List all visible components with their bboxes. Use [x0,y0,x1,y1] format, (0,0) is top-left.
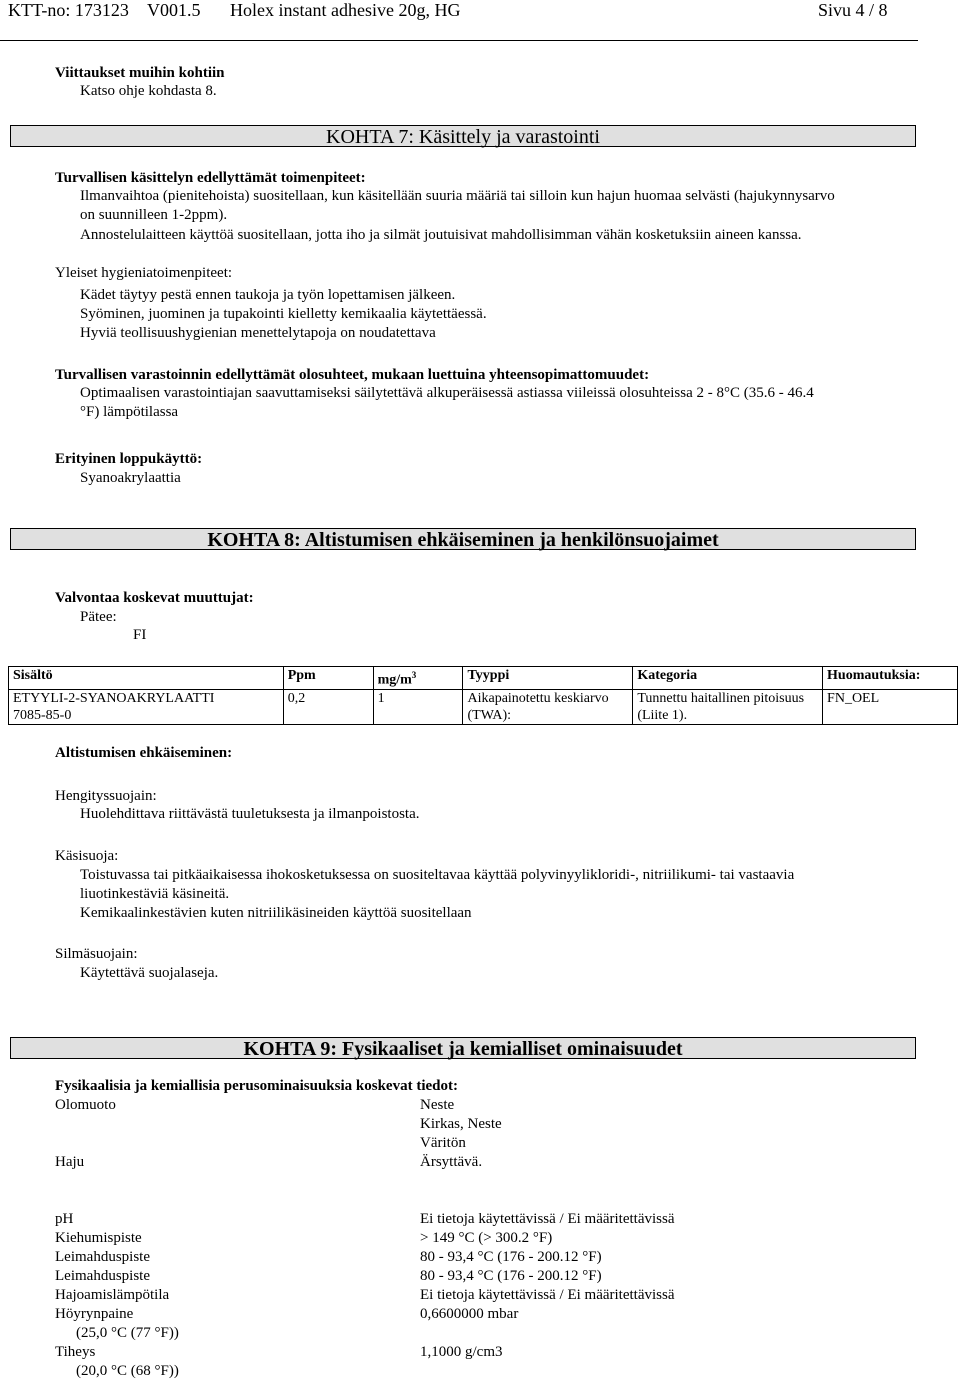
exposure-limits-table [8,666,958,725]
hand-protection-label: Käsisuoja: [55,848,119,864]
property-label: Tiheys [55,1344,96,1360]
exposure-control-heading: Altistumisen ehkäiseminen: [55,745,233,761]
property-label: Hajoamislämpötila [55,1287,170,1303]
references-heading: Viittaukset muihin kohtiin [55,65,225,81]
hygiene-line: Syöminen, juominen ja tupakointi kielletty kemikaalia käytettäessä. [80,306,487,322]
form-value: Neste [420,1097,455,1113]
property-value: 1,1000 g/cm3 [420,1344,503,1360]
property-label: Leimahduspiste [55,1268,150,1284]
section-9-title: KOHTA 9: Fysikaaliset ja kemialliset ominaisuudet [10,1037,916,1059]
property-value: 80 - 93,4 °C (176 - 200.12 °F) [420,1249,602,1265]
storage-line: °F) lämpötilassa [80,404,179,420]
applies-value: FI [133,627,147,643]
mg-unit: mg/m [377,672,412,688]
safe-handling-heading: Turvallisen käsittelyn edellyttämät toimenpiteet: [55,170,366,186]
respiratory-label: Hengityssuojain: [55,788,157,804]
end-use-text: Syanoakrylaattia [80,470,181,486]
column-header-type: Tyyppi [463,667,633,690]
property-value: 80 - 93,4 °C (176 - 200.12 °F) [420,1268,602,1284]
property-value: 0,6600000 mbar [420,1306,519,1322]
column-header-ppm: Ppm [283,667,373,690]
hand-protection-line: liuotinkestäviä käsineitä. [80,886,230,902]
type-line: Aikapainotettu keskiarvo [467,690,609,706]
header-divider [0,40,918,41]
cell-notes: FN_OEL [823,689,958,724]
cell-category [633,689,823,724]
references-text: Katso ohje kohdasta 8. [80,83,217,99]
mg-unit-superscript: 3 [411,670,417,680]
table-row [9,689,958,724]
column-header-category: Kategoria [633,667,823,690]
property-label: Leimahduspiste [55,1249,150,1265]
property-label: pH [55,1211,74,1227]
physical-properties-heading: Fysikaalisia ja kemiallisia perusominaisuuksia koskevat tiedot: [55,1078,458,1094]
hand-protection-line: Kemikaalinkestävien kuten nitriilikäsineiden käyttöä suositellaan [80,905,472,921]
odor-value: Ärsyttävä. [420,1154,483,1170]
product-name: Holex instant adhesive 20g, HG [230,0,461,20]
applies-label: Pätee: [80,609,117,625]
odor-label: Haju [55,1154,85,1170]
form-value: Kirkas, Neste [420,1116,502,1132]
eye-protection-text: Käytettävä suojalaseja. [80,965,219,981]
property-value: Ei tietoja käytettävissä / Ei määritettävissä [420,1211,675,1227]
substance-name: ETYYLI-2-SYANOAKRYLAATTI [13,690,215,706]
column-header-notes: Huomautuksia: [823,667,958,690]
page-number: Sivu 4 / 8 [818,0,888,20]
storage-heading: Turvallisen varastoinnin edellyttämät olosuhteet, mukaan luettuina yhteensopimattomuudet: [55,367,650,383]
category-line: (Liite 1). [637,707,688,723]
cell-substance [9,689,284,724]
safe-handling-line: Annostelulaitteen käyttöä suositellaan, jotta iho ja silmät joutuisivat mahdollisimman vähän kosketuksiin aineen kanssa. [80,227,802,243]
type-line: (TWA): [467,707,512,723]
hygiene-line: Kädet täytyy pestä ennen taukoja ja työn lopettamisen jälkeen. [80,287,456,303]
property-value: Ei tietoja käytettävissä / Ei määritettävissä [420,1287,675,1303]
section-8-title: KOHTA 8: Altistumisen ehkäiseminen ja henkilönsuojaimet [10,528,916,550]
cell-type [463,689,633,724]
category-line: Tunnettu haitallinen pitoisuus [637,690,805,706]
control-parameters-heading: Valvontaa koskevat muuttujat: [55,590,254,606]
form-value: Väritön [420,1135,466,1151]
property-label: Kiehumispiste [55,1230,142,1246]
property-label: Höyrynpaine [55,1306,134,1322]
hand-protection-line: Toistuvassa tai pitkäaikaisessa ihokosketuksessa on suositeltavaa käyttää polyvinyylikloridi-, nitriilikumi- tai vastaavia [80,867,795,883]
property-condition: (25,0 °C (77 °F)) [76,1325,179,1341]
section-7-title: KOHTA 7: Käsittely ja varastointi [10,125,916,147]
column-header-mg [373,667,463,690]
eye-protection-label: Silmäsuojain: [55,946,138,962]
doc-id: KTT-no: 173123 [8,0,129,20]
property-condition: (20,0 °C (68 °F)) [76,1363,179,1379]
end-use-heading: Erityinen loppukäyttö: [55,451,203,467]
property-value: > 149 °C (> 300.2 °F) [420,1230,553,1246]
table-header-row [9,667,958,690]
safe-handling-line: Ilmanvaihtoa (pienitehoista) suositellaan, kun käsitellään suuria määriä tai silloin kun hajun huomaa selvästi (hajukynnysarvo [80,188,835,204]
column-header-substance: Sisältö [9,667,284,690]
form-label: Olomuoto [55,1097,116,1113]
storage-line: Optimaalisen varastointiajan saavuttamiseksi säilytettävä alkuperäisessä astiassa viileissä olosuhteissa 2 - 8°C (35.6 - 46.4 [80,385,814,401]
respiratory-text: Huolehdittava riittävästä tuuletuksesta ja ilmanpoistosta. [80,806,420,822]
cell-ppm: 0,2 [283,689,373,724]
substance-cas: 7085-85-0 [13,707,72,723]
safe-handling-line: on suunnilleen 1-2ppm). [80,207,228,223]
doc-version: V001.5 [147,0,201,20]
cell-mg: 1 [373,689,463,724]
hygiene-heading: Yleiset hygieniatoimenpiteet: [55,265,233,281]
hygiene-line: Hyviä teollisuushygienian menettelytapoja on noudatettava [80,325,436,341]
